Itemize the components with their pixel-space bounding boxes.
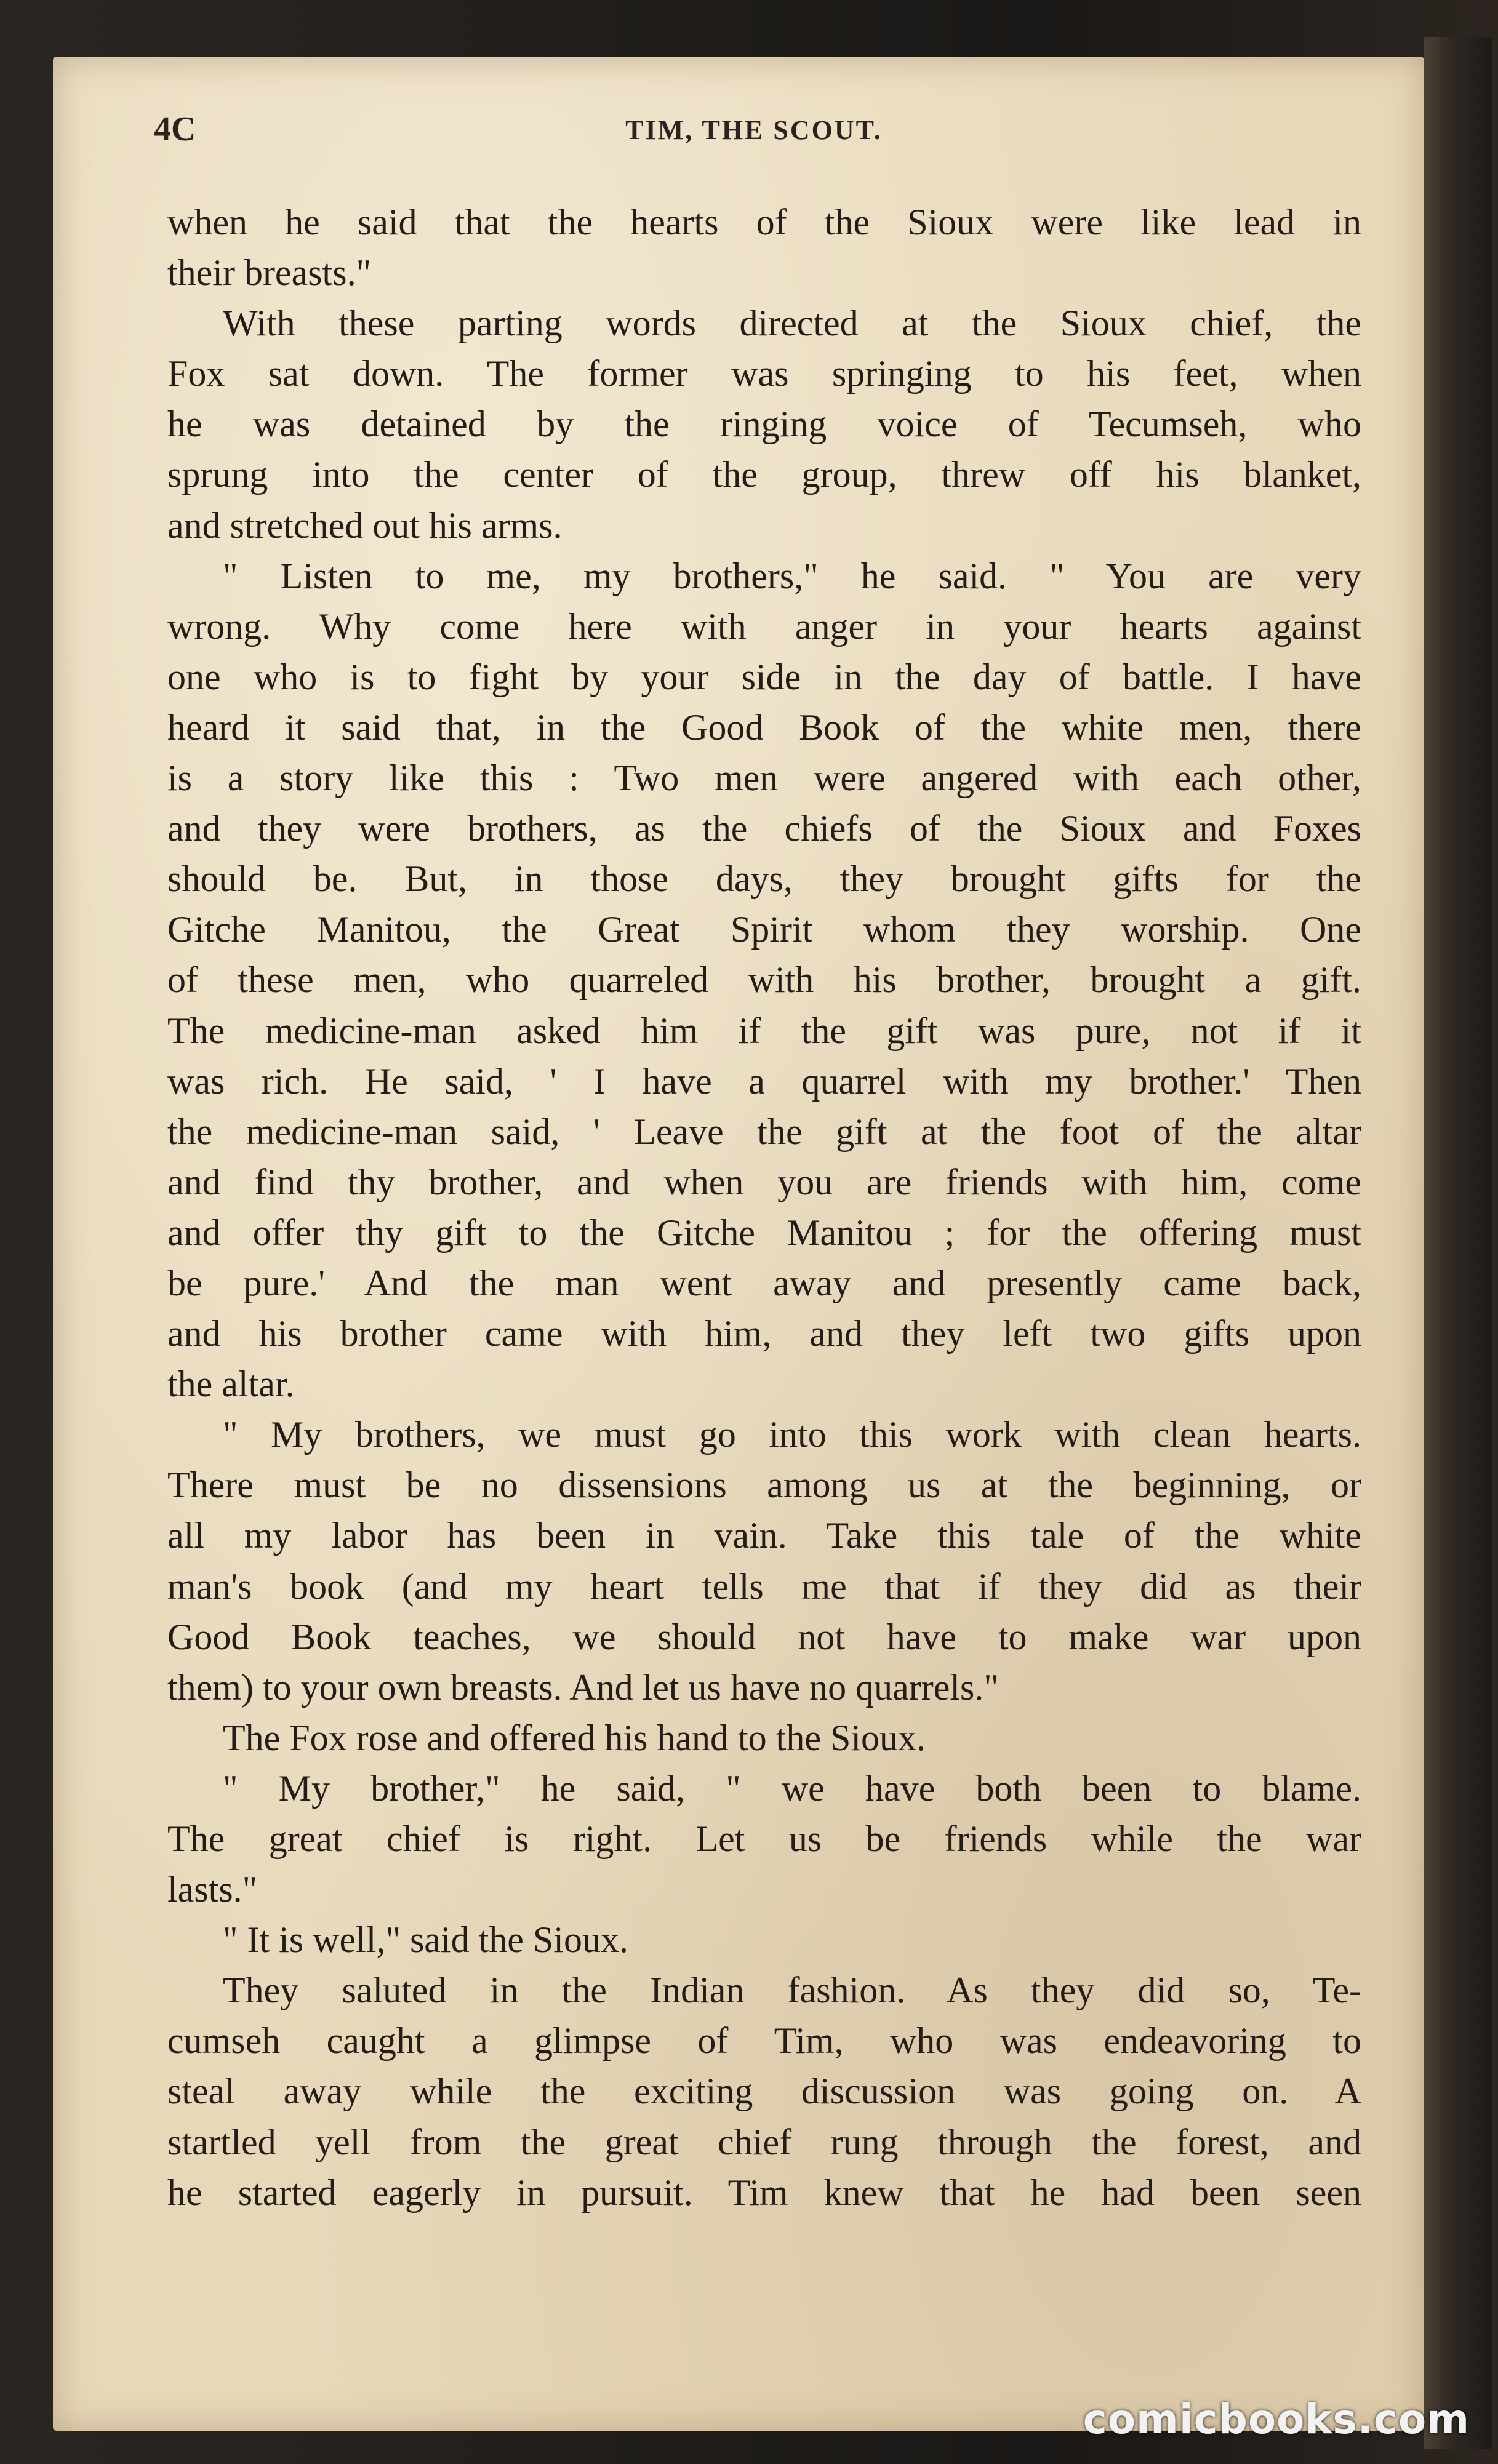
text-line: " My brother," he said, " we have both been to blame. <box>223 1767 1361 1809</box>
text-line: " My brothers, we must go into this work with clean hearts. <box>223 1414 1361 1455</box>
text-line: and find thy brother, and when you are friends with him, come <box>167 1161 1361 1202</box>
text-line: The medicine-man asked him if the gift was pure, not if it <box>167 1010 1361 1051</box>
text-line: and they were brothers, as the chiefs of the Sioux and Foxes <box>167 808 1361 849</box>
text-line: was rich. He said, ' I have a quarrel with my brother.' Then <box>167 1060 1361 1102</box>
text-line: Fox sat down. The former was springing to his feet, when <box>167 353 1361 394</box>
text-line: steal away while the exciting discussion was going on. A <box>167 2071 1361 2112</box>
text-line: Gitche Manitou, the Great Spirit whom they worship. One <box>167 909 1361 950</box>
text-line: all my labor has been in vain. Take this tale of the white <box>167 1515 1361 1556</box>
running-head <box>154 110 1354 165</box>
text-line: Good Book teaches, we should not have to make war upon <box>167 1616 1361 1657</box>
site-watermark: comicbooks.com <box>1083 2396 1470 2443</box>
text-line: There must be no dissensions among us at the beginning, or <box>167 1465 1361 1506</box>
body-text <box>167 197 1361 2218</box>
text-line: " It is well," said the Sioux. <box>223 1919 628 1961</box>
text-line: cumseh caught a glimpse of Tim, who was endeavoring to <box>167 2020 1361 2062</box>
text-line: and offer thy gift to the Gitche Manitou ; for the offering must <box>167 1212 1361 1253</box>
text-line: one who is to fight by your side in the day of battle. I have <box>167 656 1361 697</box>
text-line: the altar. <box>167 1364 295 1405</box>
text-line: the medicine-man said, ' Leave the gift at the foot of the altar <box>167 1111 1361 1152</box>
text-line: he started eagerly in pursuit. Tim knew that he had been seen <box>167 2172 1361 2213</box>
text-line: of these men, who quarreled with his brother, brought a gift. <box>167 959 1361 1001</box>
text-line: wrong. Why come here with anger in your hearts against <box>167 606 1361 647</box>
text-line: them) to your own breasts. And let us have no quarrels." <box>167 1666 999 1708</box>
text-line: heard it said that, in the Good Book of the white men, there <box>167 706 1361 748</box>
text-line: " Listen to me, my brothers," he said. " You are very <box>223 555 1361 596</box>
text-line: is a story like this : Two men were angered with each other, <box>167 758 1361 799</box>
text-line: be pure.' And the man went away and presently came back, <box>167 1262 1361 1303</box>
text-line: when he said that the hearts of the Sioux were like lead in <box>167 202 1361 242</box>
text-line: and his brother came with him, and they left two gifts upon <box>167 1313 1361 1354</box>
text-line: They saluted in the Indian fashion. As they did so, Te- <box>223 1970 1361 2011</box>
text-line: should be. But, in those days, they brought gifts for the <box>167 858 1361 900</box>
text-line: he was detained by the ringing voice of Tecumseh, who <box>167 404 1361 445</box>
text-line: sprung into the center of the group, threw off his blanket, <box>167 454 1361 495</box>
text-line: man's book (and my heart tells me that if they did as their <box>167 1566 1361 1607</box>
text-line: The great chief is right. Let us be friends while the war <box>167 1818 1361 1859</box>
text-line: and stretched out his arms. <box>167 505 563 546</box>
text-line: The Fox rose and offered his hand to the Sioux. <box>223 1717 926 1758</box>
text-line: startled yell from the great chief rung through the forest, and <box>167 2121 1361 2162</box>
text-line: their breasts." <box>167 252 372 294</box>
text-line: lasts." <box>167 1869 258 1910</box>
text-line: With these parting words directed at the Sioux chief, the <box>223 303 1361 344</box>
page-number: 4C <box>154 110 196 148</box>
book-spine-edge <box>1424 37 1492 2449</box>
book-title: TIM, THE SCOUT. <box>625 115 883 145</box>
